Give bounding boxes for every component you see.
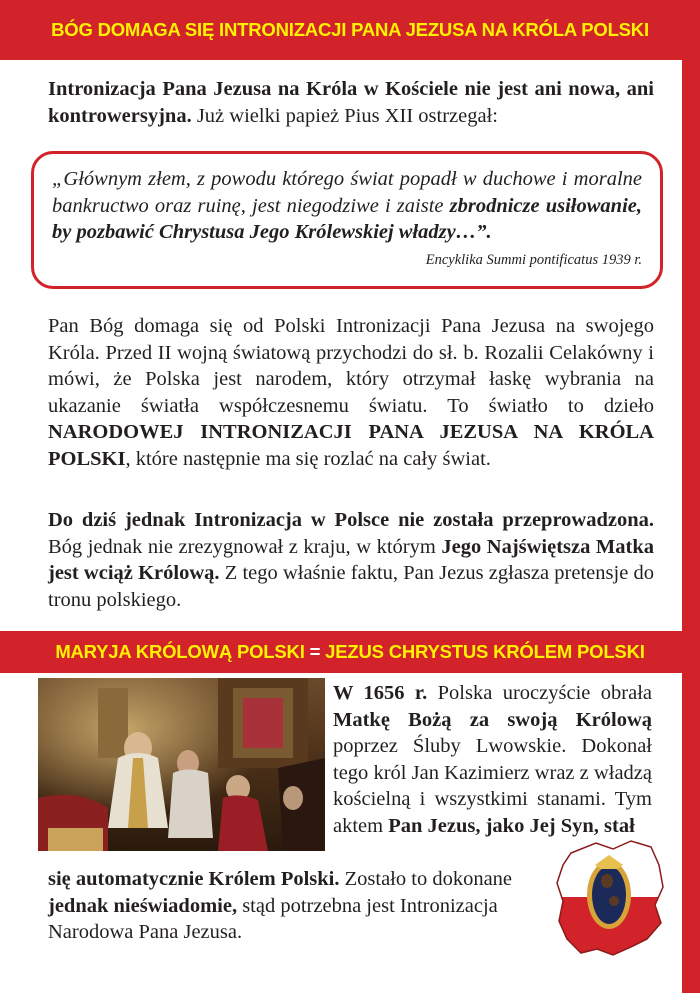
para4-bold2: Matkę Bożą za swoją Królową <box>333 708 652 731</box>
para5-bold2: jednak nieświadomie, <box>48 894 238 917</box>
right-red-edge <box>682 60 700 631</box>
section-banner <box>0 631 700 673</box>
para2-bold: NARODOWEJ INTRONIZACJI PANA JEZUSA NA KRÓLA POLSKI <box>48 421 654 470</box>
para2-text2: , które następnie ma się rozlać na cały świat. <box>125 447 491 470</box>
para4-text2: poprzez Śluby Lwowskie. Dokonał tego król Jan Kazimierz wraz z władzą kościelną i wszystkimi stanami. Tym aktem <box>333 735 652 837</box>
quote-plain: „Głównym złem, z powodu którego świat popadł w duchowe i moralne bankructwo oraz ruinę, jest niegodziwe i zaiste <box>52 168 642 217</box>
intro-paragraph <box>48 76 654 129</box>
para4-bold1: W 1656 r. <box>333 682 428 704</box>
para4-text1: Polska uroczyście obrała <box>427 682 652 704</box>
poland-map-madonna-image <box>551 835 671 960</box>
quote-citation: Encyklika Summi pontificatus 1939 r. <box>425 251 642 268</box>
para3-text1: Bóg jednak nie zrezygnował z kraju, w którym <box>48 535 442 558</box>
section-title-right: JEZUS CHRYSTUS KRÓLEM POLSKI <box>325 641 645 662</box>
intro-rest: Już wielki papież Pius XII ostrzegał: <box>191 104 498 127</box>
painting-illustration-icon <box>38 678 325 851</box>
para5-text1: Zostało to dokonane <box>339 868 513 890</box>
quote-text <box>52 166 642 246</box>
section-title-left: MARYJA KRÓLOWĄ POLSKI <box>55 641 305 662</box>
section-title-eq: = <box>304 641 326 662</box>
header-banner <box>0 0 700 60</box>
header-title: BÓG DOMAGA SIĘ INTRONIZACJI PANA JEZUSA NA KRÓLA POLSKI <box>51 19 649 40</box>
paragraph-1656 <box>333 680 652 839</box>
paragraph-not-done <box>48 507 654 613</box>
right-red-edge-lower <box>682 673 700 993</box>
quote-box <box>31 151 663 289</box>
intro-bold: Intronizacja Pana Jezusa na Króla w Kościele nie jest ani nowa, ani kontrowersyjna. <box>48 78 654 127</box>
poland-map-icon <box>551 835 671 960</box>
para2-text1: Pan Bóg domaga się od Polski Intronizacji Pana Jezusa na swojego Króla. Przed II wojną światową przychodzi do sł. b. Rozalii Celakówny i mówi, że Polska jest narodem, który otrzymał łaskę wybrania na ukazanie światła współczesnemu światu. To światło to dzieło <box>48 315 654 417</box>
quote-bold: zbrodnicze usiłowanie, by pozbawić Chrystusa Jego Królewskiej władzy…”. <box>52 194 642 243</box>
para5-text2: stąd potrzebna jest Intronizacja Narodowa Pana Jezusa. <box>48 894 498 943</box>
para5-bold1: się automatycznie Królem Polski. <box>48 868 340 890</box>
historical-painting-image <box>38 678 325 851</box>
para3-bold1: Do dziś jednak Intronizacja w Polsce nie została przeprowadzona. <box>48 509 654 531</box>
paragraph-intronization <box>48 313 654 472</box>
paragraph-conclusion <box>48 866 556 946</box>
para4-bold3: Pan Jezus, jako Jej Syn, stał <box>388 814 635 837</box>
para3-text2: Z tego właśnie faktu, Pan Jezus zgłasza pretensje do tronu polskiego. <box>48 562 654 611</box>
para3-bold2: Jego Najświętsza Matka jest wciąż Królową. <box>48 535 654 584</box>
